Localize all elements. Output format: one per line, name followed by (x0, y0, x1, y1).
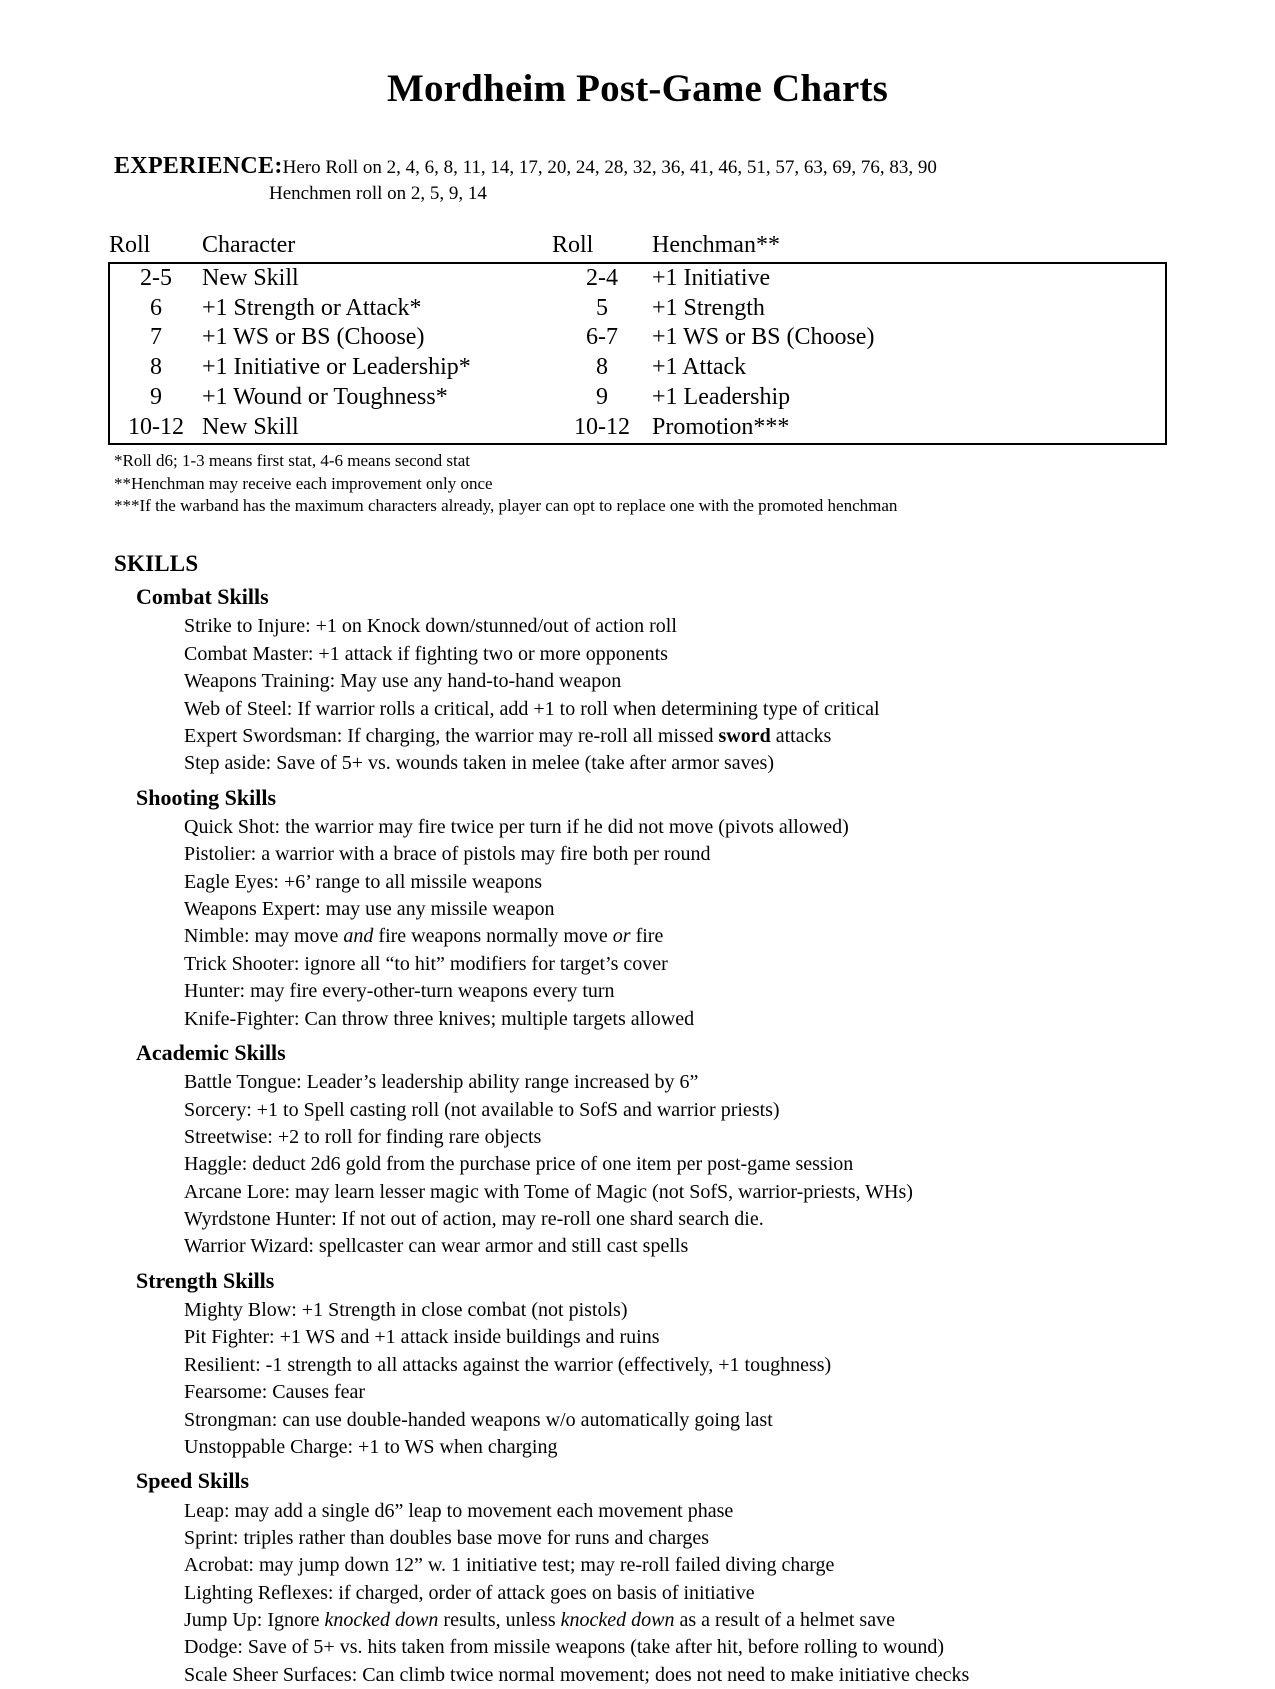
cell-henchman: Promotion*** (652, 413, 1166, 444)
experience-hero-rolls: Hero Roll on 2, 4, 6, 8, 11, 14, 17, 20, 24, 28, 32, 36, 41, 46, 51, 57, 63, 69, 76, 83, 90 (283, 157, 937, 178)
table-row (109, 324, 1166, 354)
skill-item: Scale Sheer Surfaces: Can climb twice normal movement; does not need to make initiative checks (184, 1662, 1275, 1689)
skill-group-title: Combat Skills (114, 583, 1275, 611)
cell-roll-character: 8 (109, 354, 202, 384)
advance-roll-table (108, 232, 1167, 445)
experience-henchmen-rolls: Henchmen roll on 2, 5, 9, 14 (114, 182, 1275, 207)
skill-item: Step aside: Save of 5+ vs. wounds taken in melee (take after armor saves) (184, 750, 1275, 777)
skill-item: Weapons Expert: may use any missile weapon (184, 896, 1275, 923)
cell-roll-character: 6 (109, 294, 202, 324)
cell-character: +1 Wound or Toughness* (202, 384, 552, 414)
skill-item: Leap: may add a single d6” leap to movement each movement phase (184, 1498, 1275, 1525)
table-row (109, 384, 1166, 414)
skill-item: Knife-Fighter: Can throw three knives; multiple targets allowed (184, 1006, 1275, 1033)
skill-item: Mighty Blow: +1 Strength in close combat (not pistols) (184, 1297, 1275, 1324)
cell-roll-henchman: 2-4 (552, 263, 652, 294)
footnotes (0, 450, 1275, 517)
skill-list (114, 1069, 1275, 1261)
skill-item: Trick Shooter: ignore all “to hit” modifiers for target’s cover (184, 951, 1275, 978)
skill-item: Jump Up: Ignore knocked down results, unless knocked down as a result of a helmet save (184, 1607, 1275, 1634)
skill-item: Haggle: deduct 2d6 gold from the purchase price of one item per post-game session (184, 1151, 1275, 1178)
skills-section (0, 550, 1275, 1689)
table-header-row (109, 232, 1166, 263)
skill-item: Sorcery: +1 to Spell casting roll (not available to SofS and warrior priests) (184, 1097, 1275, 1124)
experience-hero-line (114, 151, 1275, 182)
skill-item: Wyrdstone Hunter: If not out of action, may re-roll one shard search die. (184, 1206, 1275, 1233)
skill-group-title: Shooting Skills (114, 784, 1275, 812)
skill-item: Eagle Eyes: +6’ range to all missile weapons (184, 869, 1275, 896)
skill-item: Expert Swordsman: If charging, the warrior may re-roll all missed sword attacks (184, 723, 1275, 750)
cell-roll-character: 7 (109, 324, 202, 354)
cell-roll-henchman: 9 (552, 384, 652, 414)
skill-item: Arcane Lore: may learn lesser magic with Tome of Magic (not SofS, warrior-priests, WHs) (184, 1179, 1275, 1206)
skill-item: Streetwise: +2 to roll for finding rare objects (184, 1124, 1275, 1151)
table-row (109, 294, 1166, 324)
cell-roll-henchman: 5 (552, 294, 652, 324)
cell-roll-henchman: 6-7 (552, 324, 652, 354)
skills-heading: SKILLS (114, 550, 1275, 578)
cell-henchman: +1 Leadership (652, 384, 1166, 414)
skill-item: Pit Fighter: +1 WS and +1 attack inside buildings and ruins (184, 1324, 1275, 1351)
skill-item: Web of Steel: If warrior rolls a critical, add +1 to roll when determining type of critical (184, 696, 1275, 723)
skill-item: Resilient: -1 strength to all attacks against the warrior (effectively, +1 toughness) (184, 1352, 1275, 1379)
cell-roll-character: 2-5 (109, 263, 202, 294)
cell-roll-henchman: 10-12 (552, 413, 652, 444)
skill-item: Strongman: can use double-handed weapons w/o automatically going last (184, 1407, 1275, 1434)
skill-item: Dodge: Save of 5+ vs. hits taken from missile weapons (take after hit, before rolling to wound) (184, 1634, 1275, 1661)
skill-item: Fearsome: Causes fear (184, 1379, 1275, 1406)
footnote-single-asterisk: *Roll d6; 1-3 means first stat, 4-6 means second stat (114, 450, 1275, 472)
skill-group-combat (114, 583, 1275, 778)
cell-character: +1 Strength or Attack* (202, 294, 552, 324)
cell-character: New Skill (202, 263, 552, 294)
footnote-triple-asterisk: ***If the warband has the maximum characters already, player can opt to replace one with the promoted henchman (114, 495, 1275, 517)
skill-list (114, 613, 1275, 777)
skill-item: Sprint: triples rather than doubles base move for runs and charges (184, 1525, 1275, 1552)
experience-block (0, 151, 1275, 206)
roll-table-body (109, 263, 1166, 444)
column-header-roll-henchman: Roll (552, 232, 652, 263)
cell-henchman: +1 Strength (652, 294, 1166, 324)
cell-roll-henchman: 8 (552, 354, 652, 384)
skill-item: Strike to Injure: +1 on Knock down/stunned/out of action roll (184, 613, 1275, 640)
cell-roll-character: 10-12 (109, 413, 202, 444)
skill-group-speed (114, 1467, 1275, 1689)
skill-group-title: Strength Skills (114, 1267, 1275, 1295)
cell-character: +1 Initiative or Leadership* (202, 354, 552, 384)
table-row (109, 354, 1166, 384)
page-title: Mordheim Post-Game Charts (0, 0, 1275, 111)
cell-henchman: +1 WS or BS (Choose) (652, 324, 1166, 354)
skill-item: Hunter: may fire every-other-turn weapons every turn (184, 978, 1275, 1005)
skill-item: Pistolier: a warrior with a brace of pistols may fire both per round (184, 841, 1275, 868)
column-header-character: Character (202, 232, 552, 263)
roll-table-wrapper (0, 232, 1275, 445)
footnote-double-asterisk: **Henchman may receive each improvement only once (114, 473, 1275, 495)
cell-character: New Skill (202, 413, 552, 444)
roll-table-head (109, 232, 1166, 263)
table-row (109, 413, 1166, 444)
skill-item: Acrobat: may jump down 12” w. 1 initiative test; may re-roll failed diving charge (184, 1552, 1275, 1579)
skill-item: Nimble: may move and fire weapons normally move or fire (184, 923, 1275, 950)
skill-list (114, 814, 1275, 1033)
skill-list (114, 1297, 1275, 1461)
skill-item: Warrior Wizard: spellcaster can wear armor and still cast spells (184, 1233, 1275, 1260)
column-header-roll-character: Roll (109, 232, 202, 263)
skill-item: Weapons Training: May use any hand-to-hand weapon (184, 668, 1275, 695)
skill-group-academic (114, 1039, 1275, 1261)
skill-item: Quick Shot: the warrior may fire twice per turn if he did not move (pivots allowed) (184, 814, 1275, 841)
skill-group-strength (114, 1267, 1275, 1462)
cell-roll-character: 9 (109, 384, 202, 414)
skill-group-title: Speed Skills (114, 1467, 1275, 1495)
cell-character: +1 WS or BS (Choose) (202, 324, 552, 354)
skill-group-shooting (114, 784, 1275, 1033)
column-header-henchman: Henchman** (652, 232, 1166, 263)
skill-group-title: Academic Skills (114, 1039, 1275, 1067)
skill-item: Combat Master: +1 attack if fighting two or more opponents (184, 641, 1275, 668)
table-row (109, 263, 1166, 294)
skill-item: Lighting Reflexes: if charged, order of attack goes on basis of initiative (184, 1580, 1275, 1607)
skill-item: Battle Tongue: Leader’s leadership ability range increased by 6” (184, 1069, 1275, 1096)
skill-list (114, 1498, 1275, 1689)
skill-item: Unstoppable Charge: +1 to WS when charging (184, 1434, 1275, 1461)
cell-henchman: +1 Attack (652, 354, 1166, 384)
cell-henchman: +1 Initiative (652, 263, 1166, 294)
experience-label: EXPERIENCE: (114, 153, 283, 179)
